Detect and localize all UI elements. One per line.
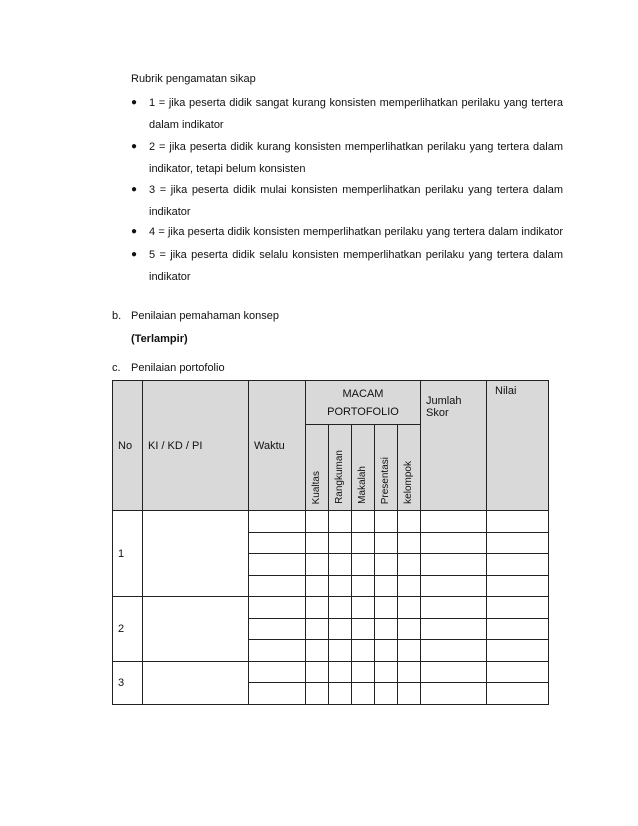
table-cell bbox=[398, 661, 421, 683]
table-cell bbox=[375, 597, 398, 619]
table-cell bbox=[487, 554, 549, 576]
table-cell bbox=[421, 661, 487, 683]
table-cell bbox=[421, 597, 487, 619]
table-cell bbox=[487, 532, 549, 554]
table-cell bbox=[352, 575, 375, 597]
rubric-item-3 bbox=[131, 183, 563, 219]
table-cell bbox=[306, 640, 329, 662]
table-cell bbox=[249, 597, 306, 619]
row-ki-kd-pi-cell bbox=[143, 597, 249, 662]
table-cell bbox=[375, 554, 398, 576]
table-cell bbox=[306, 511, 329, 533]
portfolio-table bbox=[112, 380, 549, 705]
table-cell bbox=[421, 511, 487, 533]
table-cell bbox=[306, 597, 329, 619]
table-cell bbox=[487, 640, 549, 662]
section-b-title: Penilaian pemahaman konsep bbox=[131, 310, 279, 322]
rubric-item-1-line2: dalam indikator bbox=[149, 119, 224, 131]
table-cell bbox=[352, 618, 375, 640]
rubric-item-5-line1: 5 = jika peserta didik selalu konsisten memperlihatkan perilaku yang tertera dalam bbox=[149, 249, 563, 261]
table-cell bbox=[249, 618, 306, 640]
subheader-kelompok bbox=[398, 425, 421, 511]
table-cell bbox=[329, 511, 352, 533]
header-jumlah-skor: Jumlah Skor bbox=[421, 381, 487, 511]
rubric-item-4 bbox=[131, 225, 563, 241]
table-row bbox=[113, 597, 549, 619]
row-number: 1 bbox=[113, 511, 143, 597]
table-cell bbox=[421, 640, 487, 662]
header-portofolio: PORTOFOLIO bbox=[327, 405, 399, 418]
table-cell bbox=[329, 661, 352, 683]
table-cell bbox=[398, 511, 421, 533]
table-cell bbox=[329, 597, 352, 619]
table-cell bbox=[487, 618, 549, 640]
rubric-item-4-line1: 4 = jika peserta didik konsisten memperlihatkan perilaku yang tertera dalam indikator bbox=[149, 226, 563, 238]
subheader-presentasi bbox=[375, 425, 398, 511]
rubric-item-3-line1: 3 = jika peserta didik mulai konsisten memperlihatkan perilaku yang tertera dalam bbox=[149, 184, 563, 196]
table-cell bbox=[249, 554, 306, 576]
header-macam: MACAM bbox=[342, 387, 384, 400]
subheader-makalah-label: Makalah bbox=[357, 466, 368, 504]
table-cell bbox=[306, 683, 329, 705]
table-cell bbox=[398, 597, 421, 619]
bullet-icon: ● bbox=[131, 97, 138, 108]
table-cell bbox=[352, 640, 375, 662]
table-cell bbox=[398, 554, 421, 576]
row-number: 3 bbox=[113, 661, 143, 704]
table-cell bbox=[398, 618, 421, 640]
table-cell bbox=[375, 511, 398, 533]
table-cell bbox=[329, 618, 352, 640]
header-ki-kd-pi: KI / KD / PI bbox=[143, 381, 249, 511]
table-cell bbox=[249, 575, 306, 597]
table-row bbox=[113, 661, 549, 683]
table-row bbox=[113, 511, 549, 533]
table-cell bbox=[398, 683, 421, 705]
table-cell bbox=[329, 640, 352, 662]
bullet-icon: ● bbox=[131, 184, 138, 195]
header-nilai: Nilai bbox=[487, 381, 549, 511]
section-c-marker: c. bbox=[112, 362, 121, 374]
rubric-item-2 bbox=[131, 140, 563, 176]
table-cell bbox=[352, 683, 375, 705]
bullet-icon: ● bbox=[131, 141, 138, 152]
table-cell bbox=[352, 532, 375, 554]
table-cell bbox=[306, 575, 329, 597]
table-cell bbox=[329, 575, 352, 597]
header-macam-portofolio bbox=[306, 381, 421, 425]
rubric-item-2-line1: 2 = jika peserta didik kurang konsisten memperlihatkan perilaku yang tertera dalam bbox=[149, 141, 563, 153]
table-cell bbox=[375, 640, 398, 662]
section-c-title: Penilaian portofolio bbox=[131, 362, 225, 374]
table-cell bbox=[421, 575, 487, 597]
subheader-rangkuman-label: Rangkuman bbox=[334, 450, 345, 504]
table-cell bbox=[329, 554, 352, 576]
table-cell bbox=[306, 554, 329, 576]
table-cell bbox=[421, 554, 487, 576]
table-cell bbox=[306, 532, 329, 554]
table-cell bbox=[421, 532, 487, 554]
table-cell bbox=[249, 683, 306, 705]
table-cell bbox=[249, 511, 306, 533]
subheader-makalah bbox=[352, 425, 375, 511]
table-cell bbox=[398, 640, 421, 662]
table-cell bbox=[306, 661, 329, 683]
header-no: No bbox=[113, 381, 143, 511]
table-cell bbox=[352, 661, 375, 683]
table-cell bbox=[352, 511, 375, 533]
subheader-presentasi-label: Presentasi bbox=[380, 456, 391, 504]
subheader-kualitas bbox=[306, 425, 329, 511]
table-cell bbox=[487, 575, 549, 597]
bullet-icon: ● bbox=[131, 249, 138, 260]
table-cell bbox=[249, 640, 306, 662]
table-body bbox=[113, 511, 549, 705]
table-cell bbox=[249, 532, 306, 554]
table-cell bbox=[487, 597, 549, 619]
table-cell bbox=[375, 661, 398, 683]
section-b-note: (Terlampir) bbox=[131, 333, 188, 345]
table-cell bbox=[487, 683, 549, 705]
table-cell bbox=[487, 661, 549, 683]
table-cell bbox=[487, 511, 549, 533]
table-cell bbox=[375, 575, 398, 597]
table-header-row bbox=[113, 381, 549, 425]
row-ki-kd-pi-cell bbox=[143, 511, 249, 597]
table-cell bbox=[249, 661, 306, 683]
rubric-item-1-line1: 1 = jika peserta didik sangat kurang konsisten memperlihatkan perilaku yang tertera bbox=[149, 97, 563, 109]
rubric-item-5-line2: indikator bbox=[149, 271, 191, 283]
table-cell bbox=[375, 683, 398, 705]
section-b-marker: b. bbox=[112, 310, 122, 322]
row-number: 2 bbox=[113, 597, 143, 662]
table-cell bbox=[375, 618, 398, 640]
rubric-item-2-line2: indikator, tetapi belum konsisten bbox=[149, 163, 306, 175]
table-cell bbox=[329, 532, 352, 554]
rubric-item-3-line2: indikator bbox=[149, 206, 191, 218]
row-ki-kd-pi-cell bbox=[143, 661, 249, 704]
table-cell bbox=[375, 532, 398, 554]
table-cell bbox=[329, 683, 352, 705]
rubric-title: Rubrik pengamatan sikap bbox=[131, 73, 256, 85]
rubric-item-1 bbox=[131, 96, 563, 132]
subheader-kualitas-label: Kualtas bbox=[311, 470, 322, 504]
table-cell bbox=[421, 618, 487, 640]
table-cell bbox=[306, 618, 329, 640]
rubric-item-5 bbox=[131, 248, 563, 284]
table-cell bbox=[421, 683, 487, 705]
table-cell bbox=[398, 532, 421, 554]
table-cell bbox=[398, 575, 421, 597]
header-waktu: Waktu bbox=[249, 381, 306, 511]
bullet-icon: ● bbox=[131, 226, 138, 237]
subheader-kelompok-label: kelompok bbox=[403, 461, 414, 504]
table-cell bbox=[352, 554, 375, 576]
table-cell bbox=[352, 597, 375, 619]
subheader-rangkuman bbox=[329, 425, 352, 511]
